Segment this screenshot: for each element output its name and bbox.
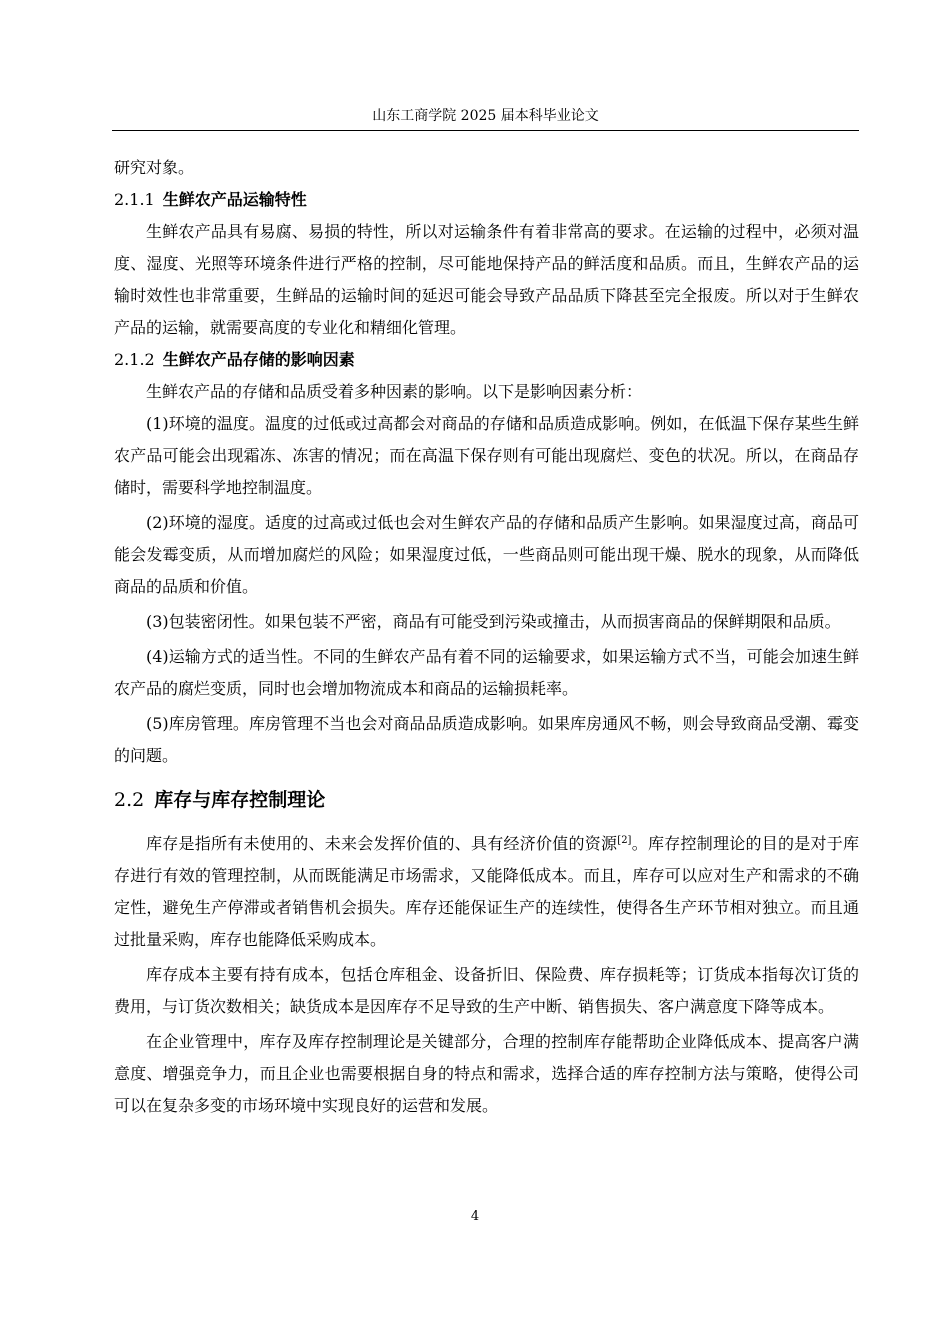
inventory-definition-text: 库存是指所有未使用的、未来会发挥价值的、具有经济价值的资源	[146, 834, 618, 853]
heading-2-1-2-title: 生鲜农产品存储的影响因素	[162, 350, 355, 369]
heading-2-2	[114, 782, 859, 818]
heading-2-1-1-number: 2.1.1	[114, 190, 155, 209]
list-item-warehouse: (5)库房管理。库房管理不当也会对商品品质造成影响。如果库房通风不畅，则会导致商品受潮、霉变的问题。	[114, 714, 859, 765]
heading-2-1-2-number: 2.1.2	[114, 350, 155, 369]
paragraph-inventory-cost: 库存成本主要有持有成本，包括仓库租金、设备折旧、保险费、库存损耗等；订货成本指每次订货的费用，与订货次数相关；缺货成本是因库存不足导致的生产中断、销售损失、客户满意度下降等成本。	[114, 965, 859, 1016]
running-header: 山东工商学院 2025 届本科毕业论文	[372, 108, 599, 124]
header-rule	[112, 130, 859, 131]
heading-2-1-1	[114, 184, 859, 216]
inventory-definition-cont: 。库存控制理论的目的是对于库存进行有效的管理控制，从而既能满足市场需求，又能降低成本。而且，库存可以应对生产和需求的不确定性，避免生产停滞或者销售机会损失。库存还能保证生产的连续性，使得各生产环节相对独立。而且通过批量采购，库存也能降低采购成本。	[114, 834, 859, 949]
list-item-packaging: (3)包装密闭性。如果包装不严密，商品有可能受到污染或撞击，从而损害商品的保鲜期限和品质。	[146, 612, 841, 631]
citation-ref-2: [2]	[617, 835, 632, 846]
list-item-humidity: (2)环境的湿度。适度的过高或过低也会对生鲜农产品的存储和品质产生影响。如果湿度过高，商品可能会发霉变质，从而增加腐烂的风险；如果湿度过低，一些商品则可能出现干燥、脱水的现象，从而降低商品的品质和价值。	[114, 513, 859, 596]
heading-2-1-2	[114, 344, 859, 376]
list-item-transport-mode: (4)运输方式的适当性。不同的生鲜农产品有着不同的运输要求，如果运输方式不当，可能会加速生鲜农产品的腐烂变质，同时也会增加物流成本和商品的运输损耗率。	[114, 647, 859, 698]
heading-2-2-number: 2.2	[114, 789, 145, 811]
paragraph-inventory-management: 在企业管理中，库存及库存控制理论是关键部分，合理的控制库存能帮助企业降低成本、提高客户满意度、增强竞争力，而且企业也需要根据自身的特点和需求，选择合适的库存控制方法与策略，使得公司可以在复杂多变的市场环境中实现良好的运营和发展。	[114, 1032, 859, 1115]
heading-2-1-1-title: 生鲜农产品运输特性	[162, 190, 307, 209]
paragraph-inventory-definition	[114, 828, 859, 956]
paragraph-transport: 生鲜农产品具有易腐、易损的特性，所以对运输条件有着非常高的要求。在运输的过程中，必须对温度、湿度、光照等环境条件进行严格的控制，尽可能地保持产品的鲜活度和品质。而且，生鲜农产品的运输时效性也非常重要，生鲜品的运输时间的延迟可能会导致产品品质下降甚至完全报废。所以对于生鲜农产品的运输，就需要高度的专业化和精细化管理。	[114, 222, 859, 337]
paragraph-storage-intro: 生鲜农产品的存储和品质受着多种因素的影响。以下是影响因素分析：	[146, 382, 643, 401]
list-item-temperature: (1)环境的温度。温度的过低或过高都会对商品的存储和品质造成影响。例如，在低温下保存某些生鲜农产品可能会出现霜冻、冻害的情况；而在高温下保存则有可能出现腐烂、变色的状况。所以，在商品存储时，需要科学地控制温度。	[114, 414, 859, 497]
intro-fragment: 研究对象。	[114, 158, 195, 177]
page-number: 4	[470, 1209, 480, 1224]
heading-2-2-title: 库存与库存控制理论	[154, 789, 326, 811]
page-body	[114, 152, 859, 1122]
